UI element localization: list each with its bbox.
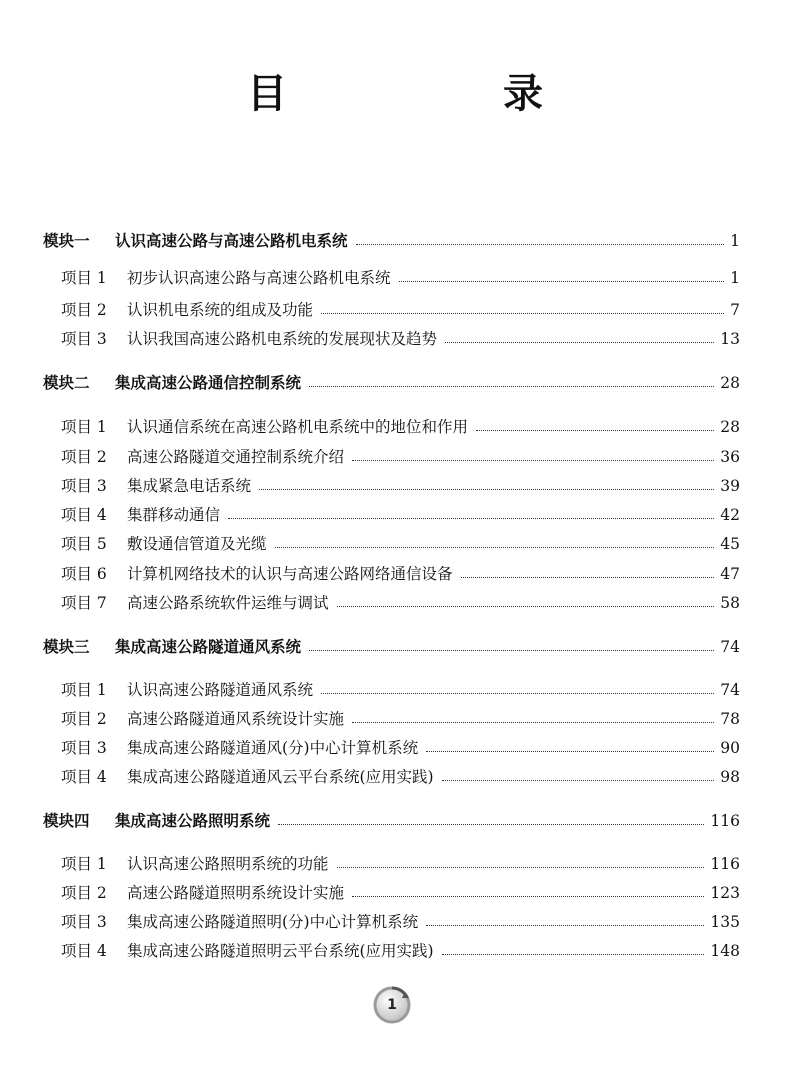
toc-entry-title: 认识机电系统的组成及功能	[127, 301, 314, 319]
dot-leader	[321, 313, 724, 314]
toc-entry-page: 1	[730, 269, 740, 287]
toc-entry-page: 148	[710, 942, 740, 960]
toc-entry-label: 项目 2	[61, 710, 107, 728]
dot-leader	[309, 650, 714, 651]
toc-entry-label: 项目 7	[61, 594, 107, 612]
toc-item-entry[interactable]	[61, 267, 740, 289]
toc-entry-page: 47	[720, 565, 740, 583]
toc-entry-label: 项目 3	[61, 330, 107, 348]
toc-module-entry[interactable]	[43, 372, 740, 394]
page-number-badge	[372, 985, 412, 1025]
dot-leader	[309, 386, 714, 387]
toc-item-entry[interactable]	[61, 737, 740, 759]
toc-entry-title: 集成高速公路隧道照明云平台系统(应用实践)	[127, 942, 434, 960]
toc-item-entry[interactable]	[61, 504, 740, 526]
toc-entry-title: 高速公路隧道照明系统设计实施	[127, 884, 345, 902]
toc-entry-label: 项目 5	[61, 535, 107, 553]
toc-entry-page: 1	[730, 232, 740, 250]
dot-leader	[321, 693, 714, 694]
toc-entry-title: 集成高速公路隧道通风(分)中心计算机系统	[127, 739, 419, 757]
dot-leader	[356, 244, 725, 245]
toc-entry-label: 项目 2	[61, 884, 107, 902]
page-number: 1	[387, 997, 397, 1013]
toc-entry-title: 集成高速公路通信控制系统	[115, 374, 302, 392]
toc-entry-title: 集成紧急电话系统	[127, 477, 252, 495]
toc-entry-title: 计算机网络技术的认识与高速公路网络通信设备	[127, 565, 453, 583]
toc-entry-label: 模块二	[43, 374, 90, 392]
toc-entry-page: 39	[720, 477, 740, 495]
page-title: 目 录	[247, 71, 631, 117]
toc-entry-page: 116	[710, 855, 740, 873]
toc-entry-label: 模块三	[43, 638, 90, 656]
toc-entry-page: 74	[720, 638, 740, 656]
toc-module-entry[interactable]	[43, 636, 740, 658]
toc-item-entry[interactable]	[61, 911, 740, 933]
toc-entry-page: 13	[720, 330, 740, 348]
toc-entry-title: 集成高速公路照明系统	[115, 812, 271, 830]
toc-entry-page: 78	[720, 710, 740, 728]
toc-entry-page: 98	[720, 768, 740, 786]
toc-module-entry[interactable]	[43, 810, 740, 832]
dot-leader	[228, 518, 714, 519]
toc-entry-label: 项目 4	[61, 768, 107, 786]
toc-entry-label: 项目 6	[61, 565, 107, 583]
toc-item-entry[interactable]	[61, 853, 740, 875]
toc-entry-label: 项目 2	[61, 448, 107, 466]
toc-entry-title: 高速公路隧道通风系统设计实施	[127, 710, 345, 728]
toc-entry-title: 集成高速公路隧道通风云平台系统(应用实践)	[127, 768, 434, 786]
toc-item-entry[interactable]	[61, 563, 740, 585]
toc-entry-label: 模块一	[43, 232, 90, 250]
toc-item-entry[interactable]	[61, 475, 740, 497]
toc-item-entry[interactable]	[61, 882, 740, 904]
toc-entry-label: 项目 3	[61, 477, 107, 495]
dot-leader	[352, 460, 714, 461]
toc-entry-title: 认识我国高速公路机电系统的发展现状及趋势	[127, 330, 438, 348]
toc-module-entry[interactable]	[43, 230, 740, 252]
toc-entry-title: 认识高速公路隧道通风系统	[127, 681, 314, 699]
toc-entry-label: 项目 4	[61, 506, 107, 524]
toc-item-entry[interactable]	[61, 446, 740, 468]
toc-entry-label: 项目 3	[61, 739, 107, 757]
toc-entry-label: 项目 2	[61, 301, 107, 319]
toc-entry-title: 高速公路隧道交通控制系统介绍	[127, 448, 345, 466]
toc-entry-page: 7	[730, 301, 740, 319]
toc-entry-label: 项目 1	[61, 269, 107, 287]
toc-item-entry[interactable]	[61, 766, 740, 788]
toc-entry-label: 项目 1	[61, 681, 107, 699]
toc-item-entry[interactable]	[61, 328, 740, 350]
dot-leader	[442, 780, 715, 781]
toc-item-entry[interactable]	[61, 679, 740, 701]
toc-entry-label: 模块四	[43, 812, 90, 830]
toc-entry-label: 项目 1	[61, 418, 107, 436]
toc-entry-title: 集群移动通信	[127, 506, 221, 524]
toc-entry-page: 28	[720, 374, 740, 392]
toc-entry-title: 集成高速公路隧道照明(分)中心计算机系统	[127, 913, 419, 931]
toc-entry-page: 36	[720, 448, 740, 466]
dot-leader	[278, 824, 704, 825]
dot-leader	[445, 342, 714, 343]
toc-item-entry[interactable]	[61, 708, 740, 730]
toc-item-entry[interactable]	[61, 533, 740, 555]
dot-leader	[259, 489, 714, 490]
dot-leader	[476, 430, 714, 431]
dot-leader	[337, 867, 705, 868]
toc-entry-title: 认识高速公路照明系统的功能	[127, 855, 329, 873]
dot-leader	[352, 722, 714, 723]
toc-entry-title: 高速公路系统软件运维与调试	[127, 594, 329, 612]
dot-leader	[426, 751, 714, 752]
dot-leader	[461, 577, 715, 578]
toc-entry-label: 项目 1	[61, 855, 107, 873]
dot-leader	[442, 954, 705, 955]
toc-entry-page: 58	[720, 594, 740, 612]
toc-entry-page: 116	[710, 812, 740, 830]
dot-leader	[399, 281, 725, 282]
toc-entry-label: 项目 3	[61, 913, 107, 931]
toc-entry-title: 敷设通信管道及光缆	[127, 535, 267, 553]
toc-entry-page: 90	[720, 739, 740, 757]
toc-entry-page: 28	[720, 418, 740, 436]
toc-entry-title: 认识高速公路与高速公路机电系统	[115, 232, 348, 250]
dot-leader	[352, 896, 704, 897]
dot-leader	[275, 547, 715, 548]
toc-entry-page: 123	[710, 884, 740, 902]
toc-item-entry[interactable]	[61, 416, 740, 438]
toc-entry-page: 45	[720, 535, 740, 553]
toc-entry-page: 74	[720, 681, 740, 699]
toc-entry-title: 初步认识高速公路与高速公路机电系统	[127, 269, 391, 287]
toc-entry-page: 42	[720, 506, 740, 524]
toc-entry-title: 集成高速公路隧道通风系统	[115, 638, 302, 656]
toc-entry-title: 认识通信系统在高速公路机电系统中的地位和作用	[127, 418, 469, 436]
toc-item-entry[interactable]	[61, 592, 740, 614]
dot-leader	[337, 606, 715, 607]
toc-entry-page: 135	[710, 913, 740, 931]
toc-item-entry[interactable]	[61, 940, 740, 962]
toc-item-entry[interactable]	[61, 299, 740, 321]
toc-entry-label: 项目 4	[61, 942, 107, 960]
dot-leader	[426, 925, 704, 926]
